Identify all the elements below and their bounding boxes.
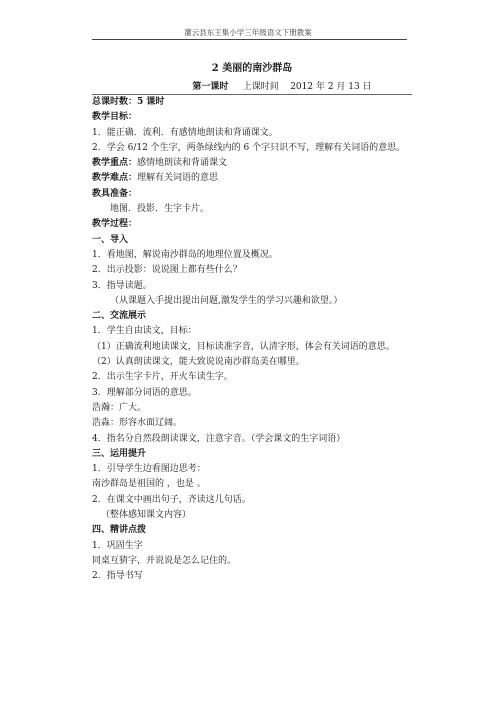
- lesson-plan-body: [92, 62, 412, 585]
- section-heading: 二、交流展示: [92, 311, 147, 322]
- lesson-number: 第一课时: [192, 82, 229, 92]
- line-text: 理解有关词语的意思: [137, 173, 219, 184]
- text-line: 1．看地图，解说南沙群岛的地理位置及概况。: [92, 249, 278, 260]
- text-line: 2．学会 6/12 个生字，两条绿线内的 6 个字只识不写，理解有关词语的意思。: [92, 142, 406, 153]
- text-line: （2）认真朗读课文，能大致说说南沙群岛美在哪里。: [92, 357, 305, 368]
- text-line: [92, 171, 412, 186]
- text-line: 浩瀚：广大。: [92, 402, 147, 413]
- text-line: （1）正确流利地读课文，目标读准字音，认清字形，体会有关词语的意思。: [92, 341, 395, 352]
- text-line: 2．出示投影：说说图上都有些什么？: [92, 265, 242, 276]
- section-heading: 一、导入: [92, 234, 129, 245]
- page-header: 灌云县东王集小学三年级语文下册教案: [184, 28, 312, 37]
- text-line: 1．能正确．流利．有感情地朗读和背诵课文。: [92, 127, 278, 138]
- time-label: 上课时间: [242, 82, 279, 92]
- text-line: 2．在课文中画出句子，齐读这几句话。: [92, 494, 251, 505]
- section-heading: 三、运用提升: [92, 448, 147, 459]
- lesson-date: 2012 年 2 月 13 日: [290, 82, 372, 92]
- lesson-subtitle: [92, 80, 412, 95]
- text-line: 3．指导读题。: [92, 280, 152, 291]
- header-divider: [92, 39, 407, 40]
- text-line: 1．学生自由读文，目标：: [92, 326, 197, 337]
- text-line: 浩淼：形容水面辽阔。: [92, 418, 183, 429]
- text-line: 同桌互猜字，并说说是怎么记住的。: [92, 555, 237, 566]
- text-line: （从课题入手提出提出问题,激发学生的学习兴趣和欲望。）: [110, 295, 343, 306]
- text-line: 2．指导书写: [92, 571, 143, 582]
- section-heading: 四、精讲点拨: [92, 525, 147, 536]
- text-line: （整体感知课文内容）: [101, 510, 192, 521]
- section-heading: 教学过程：: [92, 219, 138, 230]
- text-line: 3．理解部分词语的意思。: [92, 387, 197, 398]
- lesson-lines: [92, 95, 412, 585]
- text-line: 1．引导学生边看图边思考：: [92, 464, 206, 475]
- lesson-title: 2 美丽的南沙群岛: [211, 63, 293, 74]
- text-line: 1．巩固生字: [92, 540, 143, 551]
- text-line: 4．指名分自然段朗读课文，注意字音。（学会课文的生字词语）: [92, 433, 346, 444]
- line-text: 感情地朗读和背诵课文: [137, 158, 228, 169]
- line-label: 教学难点：: [92, 173, 138, 184]
- line-label: 教学重点：: [92, 158, 138, 169]
- text-line: 地图．投影．生字卡片。: [110, 204, 210, 215]
- section-heading: 总课时数：5 课时: [92, 97, 165, 107]
- text-line: 2．出示生字卡片，开火车读生字。: [92, 372, 233, 383]
- section-heading: 教具准备：: [92, 188, 138, 199]
- section-heading: 教学目标：: [92, 112, 138, 123]
- text-line: 南沙群岛是祖国的 ，也是 。: [92, 479, 206, 490]
- text-line: [92, 156, 412, 171]
